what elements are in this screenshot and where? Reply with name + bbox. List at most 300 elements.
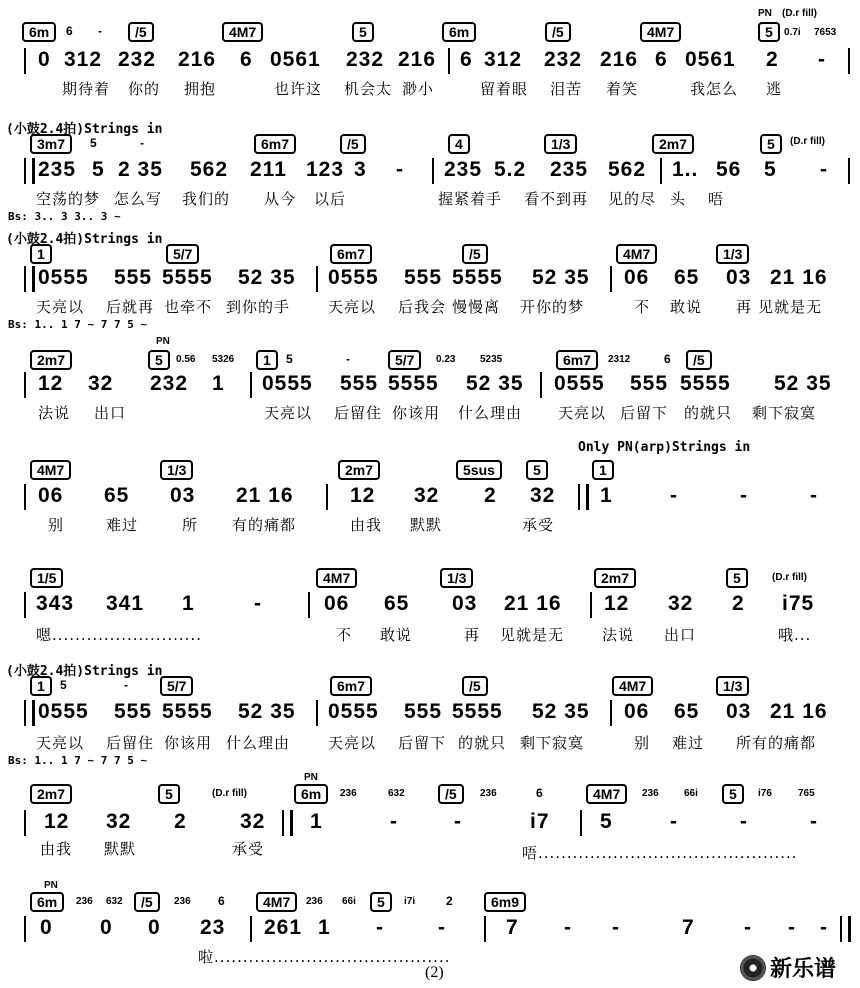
note: 5555 — [452, 266, 503, 289]
lyric: 难过 — [672, 734, 705, 752]
note: 32 — [414, 484, 440, 507]
note: 555 — [404, 700, 443, 723]
barline — [660, 158, 662, 184]
note: 6 — [240, 48, 253, 71]
note: 56 — [716, 158, 742, 181]
lyric: 哦... — [778, 626, 812, 644]
note: 2 — [732, 592, 745, 615]
site-logo — [740, 952, 836, 983]
chord-box: 5 — [352, 22, 374, 42]
lyric: 承受 — [522, 516, 555, 534]
note: - — [670, 810, 678, 833]
page-number: (2) — [425, 964, 444, 981]
note: 03 — [452, 592, 478, 615]
lyric: 着笑 — [606, 80, 639, 98]
barline — [250, 916, 252, 942]
chord-box: 5 — [760, 134, 782, 154]
chord-box: 2m7 — [594, 568, 636, 588]
note: 12 — [44, 810, 70, 833]
note: 5555 — [162, 700, 213, 723]
note: 0555 — [38, 700, 89, 723]
lyric: 我们的 — [182, 190, 231, 208]
chord-box: 6m — [22, 22, 56, 42]
lyric: 的就只 — [684, 404, 733, 422]
note: 216 — [600, 48, 639, 71]
note: 32 — [106, 810, 132, 833]
barline — [484, 916, 486, 942]
lyric: 后留住 — [106, 734, 155, 752]
lyric: 怎么写 — [114, 190, 163, 208]
grace-notes: 5326 — [212, 354, 235, 365]
instrument-note: (小鼓2.4拍)Strings in — [6, 232, 163, 247]
note: - — [254, 592, 262, 615]
chord-box: 1 — [30, 676, 52, 696]
grace-notes: 0.56 — [176, 354, 196, 365]
note: 21 16 — [236, 484, 294, 507]
chord-box: /5 — [134, 892, 160, 912]
lyric: 敢说 — [670, 298, 703, 316]
grace-notes: 632 — [106, 896, 123, 907]
lyric: 慢慢离 — [452, 298, 501, 316]
grace-notes: 765 — [798, 788, 815, 799]
chord-box: 6m7 — [330, 244, 372, 264]
lyric: 后留下 — [398, 734, 447, 752]
note: 52 35 — [466, 372, 524, 395]
lyric: 所有的痛都 — [736, 734, 817, 752]
note: 555 — [404, 266, 443, 289]
barline — [848, 48, 850, 74]
lyric: 法说 — [38, 404, 71, 422]
barline — [590, 592, 592, 618]
note: 312 — [484, 48, 523, 71]
grace-notes: 236 — [76, 896, 93, 907]
chord-box: 6m7 — [556, 350, 598, 370]
chord-box: 5/7 — [388, 350, 421, 370]
note: - — [438, 916, 446, 939]
lyric: 天亮以 — [328, 734, 377, 752]
note: - — [612, 916, 620, 939]
lyric: 什么理由 — [458, 404, 523, 422]
note: 232 — [118, 48, 157, 71]
bass-line: Bs: 3.. 3 3.. 3 ~ — [8, 210, 121, 223]
lyric: 剩下寂寞 — [520, 734, 585, 752]
note: 261 — [264, 916, 303, 939]
note: 21 16 — [504, 592, 562, 615]
drum-fill-label: (D.r fill) — [790, 136, 825, 147]
note: 12 — [350, 484, 376, 507]
note: 235 — [550, 158, 589, 181]
pn-label: PN — [758, 8, 772, 19]
barline — [316, 700, 318, 726]
note: 0555 — [38, 266, 89, 289]
chord-box: 1/3 — [160, 460, 193, 480]
note: - — [740, 810, 748, 833]
grace-notes: 2312 — [608, 354, 631, 365]
note: 0561 — [270, 48, 321, 71]
chord-box: 1/3 — [716, 676, 749, 696]
note: 2 — [174, 810, 187, 833]
note: 5 — [764, 158, 777, 181]
lyric: 期待着 — [62, 80, 111, 98]
note: 216 — [178, 48, 217, 71]
bass-line: Bs: 1.. 1 7 ~ 7 7 5 ~ — [8, 318, 148, 331]
lyric: 渺小 — [402, 80, 435, 98]
chord-box: 4M7 — [256, 892, 297, 912]
lyric: 见就是无 — [500, 626, 565, 644]
lyric: 由我 — [350, 516, 383, 534]
double-barline — [282, 810, 293, 836]
chord-box: 5 — [726, 568, 748, 588]
lyric: 天亮以 — [36, 734, 85, 752]
lyric: 不 — [634, 298, 651, 316]
chord-box: /5 — [438, 784, 464, 804]
barline — [24, 916, 26, 942]
note: 3 — [354, 158, 367, 181]
note: - — [740, 484, 748, 507]
chord-box: 6m9 — [484, 892, 526, 912]
lyric: 的就只 — [458, 734, 507, 752]
drum-fill-label: (D.r fill) — [212, 788, 247, 799]
lyric: 泪苦 — [550, 80, 583, 98]
note: 21 16 — [770, 700, 828, 723]
lyric: 天亮以 — [558, 404, 607, 422]
double-barline — [24, 700, 35, 726]
drum-fill-label: (D.r fill) — [772, 572, 807, 583]
note: 65 — [384, 592, 410, 615]
chord-text: - — [140, 136, 144, 150]
lyric: 也牵不 — [164, 298, 213, 316]
note: 6 — [460, 48, 473, 71]
chord-text: - — [346, 352, 350, 366]
note: - — [820, 916, 828, 939]
lyric: 到你的手 — [226, 298, 291, 316]
lyric: 嗯.......................... — [36, 626, 202, 644]
double-barline — [24, 266, 35, 292]
lyric: 握紧着手 — [438, 190, 503, 208]
note: 03 — [726, 700, 752, 723]
grace-notes: i76 — [758, 788, 772, 799]
barline — [610, 700, 612, 726]
grace-notes: 236 — [174, 896, 191, 907]
note: 06 — [38, 484, 64, 507]
note: 65 — [104, 484, 130, 507]
lyric: 由我 — [40, 840, 73, 858]
chord-text: 2 — [446, 894, 453, 908]
instrument-note: (小鼓2.4拍)Strings in — [6, 122, 163, 137]
note: 03 — [170, 484, 196, 507]
chord-text: 6 — [66, 24, 73, 38]
note: - — [376, 916, 384, 939]
chord-box: 4M7 — [586, 784, 627, 804]
lyric: 开你的梦 — [520, 298, 585, 316]
lyric: 后我会 — [398, 298, 447, 316]
note: - — [818, 48, 826, 71]
chord-box: 4M7 — [616, 244, 657, 264]
grace-notes: i7i — [404, 896, 416, 907]
chord-box: 4M7 — [30, 460, 71, 480]
note: 12 — [604, 592, 630, 615]
note: 0555 — [328, 266, 379, 289]
grace-notes: 0.7i — [784, 27, 801, 38]
lyric: 看不到再 — [524, 190, 589, 208]
chord-box: 4M7 — [640, 22, 681, 42]
chord-box: 6m — [294, 784, 328, 804]
chord-box: 1/3 — [716, 244, 749, 264]
chord-box: 4M7 — [612, 676, 653, 696]
lyric: 后就再 — [106, 298, 155, 316]
note: 32 — [88, 372, 114, 395]
lyric: 空荡的梦 — [36, 190, 101, 208]
lyric: 机会太 — [344, 80, 393, 98]
lyric: 头 — [670, 190, 687, 208]
note: 5555 — [388, 372, 439, 395]
note: 06 — [624, 266, 650, 289]
note: 211 — [250, 158, 287, 181]
chord-box: 5 — [158, 784, 180, 804]
barline — [308, 592, 310, 618]
note: 6 — [655, 48, 668, 71]
lyric: 唔 — [708, 190, 725, 208]
note: - — [810, 810, 818, 833]
lyric: 出口 — [94, 404, 127, 422]
lyric: 默默 — [410, 516, 443, 534]
chord-text: 6 — [536, 786, 543, 800]
chord-box: 5/7 — [160, 676, 193, 696]
note: 341 — [106, 592, 145, 615]
note: 52 35 — [238, 266, 296, 289]
lyric: 别 — [48, 516, 65, 534]
note: - — [744, 916, 752, 939]
note: 1 — [600, 484, 613, 507]
barline — [580, 810, 582, 836]
note: - — [454, 810, 462, 833]
pn-label: PN — [44, 880, 58, 891]
chord-box: 6m — [30, 892, 64, 912]
chord-box: 6m — [442, 22, 476, 42]
chord-box: 1/3 — [440, 568, 473, 588]
note: 343 — [36, 592, 75, 615]
chord-box: 1/3 — [544, 134, 577, 154]
note: 52 35 — [238, 700, 296, 723]
note: 235 — [444, 158, 483, 181]
note: 1 — [310, 810, 323, 833]
lyric: 见的尽 — [608, 190, 657, 208]
grace-notes: 5235 — [480, 354, 503, 365]
note: - — [670, 484, 678, 507]
barline — [448, 48, 450, 74]
chord-box: /5 — [686, 350, 712, 370]
note: 5 — [92, 158, 105, 181]
note: 0555 — [262, 372, 313, 395]
lyric: 再 — [464, 626, 481, 644]
lyric: 后留住 — [334, 404, 383, 422]
note: 562 — [608, 158, 647, 181]
chord-box: 1 — [30, 244, 52, 264]
lyric: 法说 — [602, 626, 635, 644]
lyric: 敢说 — [380, 626, 413, 644]
barline — [610, 266, 612, 292]
lyric: 我怎么 — [690, 80, 739, 98]
chord-text: 5 — [60, 678, 67, 692]
barline — [24, 372, 26, 398]
note: 5.2 — [494, 158, 527, 181]
chord-box: 5 — [148, 350, 170, 370]
lyric: 剩下寂寞 — [752, 404, 817, 422]
note: 0 — [100, 916, 113, 939]
note: 32 — [668, 592, 694, 615]
chord-text: 6 — [218, 894, 225, 908]
pn-label: PN — [304, 772, 318, 783]
chord-box: /5 — [545, 22, 571, 42]
chord-box: 5 — [526, 460, 548, 480]
lyric: 难过 — [106, 516, 139, 534]
note: - — [788, 916, 796, 939]
lyric: 别 — [634, 734, 651, 752]
note: 52 35 — [774, 372, 832, 395]
grace-notes: 236 — [340, 788, 357, 799]
note: 0 — [148, 916, 161, 939]
instrument-note: Only PN(arp)Strings in — [578, 440, 751, 455]
logo-text: 新乐谱 — [770, 957, 837, 982]
grace-notes: 0.23 — [436, 354, 456, 365]
barline — [24, 592, 26, 618]
note: 5555 — [452, 700, 503, 723]
lyric: 有的痛都 — [232, 516, 297, 534]
note: 0 — [38, 48, 51, 71]
chord-box: 4 — [448, 134, 470, 154]
barline — [250, 372, 252, 398]
double-barline — [578, 484, 589, 510]
lyric: 唔............................................. — [522, 844, 798, 862]
note: 65 — [674, 700, 700, 723]
lyric: 后留下 — [620, 404, 669, 422]
note: - — [396, 158, 404, 181]
note: 06 — [624, 700, 650, 723]
barline — [24, 810, 26, 836]
final-barline — [840, 916, 851, 942]
note: 21 16 — [770, 266, 828, 289]
note: 12 — [38, 372, 64, 395]
note: - — [390, 810, 398, 833]
lyric: 默默 — [104, 840, 137, 858]
chord-box: /5 — [462, 244, 488, 264]
lyric: 也许这 — [274, 80, 323, 98]
lyric: 逃 — [766, 80, 783, 98]
note: 562 — [190, 158, 229, 181]
lyric: 什么理由 — [226, 734, 291, 752]
lyric: 天亮以 — [36, 298, 85, 316]
note: 123 — [306, 158, 345, 181]
note: i7 — [530, 810, 550, 833]
chord-box: 5sus — [456, 460, 502, 480]
barline — [24, 484, 26, 510]
lyric: 你该用 — [164, 734, 213, 752]
note: 0555 — [554, 372, 605, 395]
lyric: 出口 — [664, 626, 697, 644]
chord-text: 6 — [664, 352, 671, 366]
note: 555 — [114, 700, 153, 723]
lyric: 你该用 — [392, 404, 441, 422]
note: 232 — [346, 48, 385, 71]
chord-box: 5 — [758, 22, 780, 42]
chord-text: - — [124, 678, 128, 692]
note: 65 — [674, 266, 700, 289]
note: 0 — [40, 916, 53, 939]
lyric: 所 — [182, 516, 199, 534]
chord-text: - — [98, 24, 102, 38]
note: 52 35 — [532, 700, 590, 723]
lyric: 留着眼 — [480, 80, 529, 98]
note: 2 — [484, 484, 497, 507]
note: 5 — [600, 810, 613, 833]
chord-box: 5 — [722, 784, 744, 804]
chord-box: /5 — [128, 22, 154, 42]
note: i75 — [782, 592, 815, 615]
pn-label: PN — [156, 336, 170, 347]
chord-box: 2m7 — [338, 460, 380, 480]
chord-text: 5 — [90, 136, 97, 150]
grace-notes: 236 — [306, 896, 323, 907]
lyric: 你的 — [128, 80, 161, 98]
note: 06 — [324, 592, 350, 615]
chord-box: 1/5 — [30, 568, 63, 588]
grace-notes: 66i — [684, 788, 698, 799]
chord-box: 5/7 — [166, 244, 199, 264]
note: 232 — [150, 372, 189, 395]
chord-box: 4M7 — [222, 22, 263, 42]
note: - — [564, 916, 572, 939]
note: 216 — [398, 48, 437, 71]
lyric: 不 — [336, 626, 353, 644]
note: 555 — [340, 372, 379, 395]
note: 312 — [64, 48, 103, 71]
record-disc-icon — [740, 955, 766, 981]
note: 03 — [726, 266, 752, 289]
barline — [326, 484, 328, 510]
chord-box: 2m7 — [30, 350, 72, 370]
chord-box: 2m7 — [652, 134, 694, 154]
barline — [316, 266, 318, 292]
note: 1 — [182, 592, 195, 615]
note: 5555 — [680, 372, 731, 395]
chord-box: 3m7 — [30, 134, 72, 154]
note: 1 — [318, 916, 331, 939]
lyric: 见就是无 — [758, 298, 823, 316]
note: 32 — [530, 484, 556, 507]
chord-box: 1 — [256, 350, 278, 370]
lyric: 拥抱 — [184, 80, 217, 98]
chord-box: /5 — [340, 134, 366, 154]
double-barline — [24, 158, 35, 184]
lyric: 以后 — [314, 190, 347, 208]
grace-notes: 632 — [388, 788, 405, 799]
lyric: 从今 — [264, 190, 297, 208]
chord-box: 5 — [370, 892, 392, 912]
chord-box: 2m7 — [30, 784, 72, 804]
note: 32 — [240, 810, 266, 833]
chord-box: 6m7 — [330, 676, 372, 696]
chord-box: 1 — [592, 460, 614, 480]
instrument-note: (小鼓2.4拍)Strings in — [6, 664, 163, 679]
note: 555 — [630, 372, 669, 395]
chord-box: 4M7 — [316, 568, 357, 588]
note: - — [820, 158, 828, 181]
chord-box: 6m7 — [254, 134, 296, 154]
lyric: 啦......................................... — [198, 948, 451, 966]
note: 555 — [114, 266, 153, 289]
note: 235 — [38, 158, 77, 181]
note: 0561 — [685, 48, 736, 71]
